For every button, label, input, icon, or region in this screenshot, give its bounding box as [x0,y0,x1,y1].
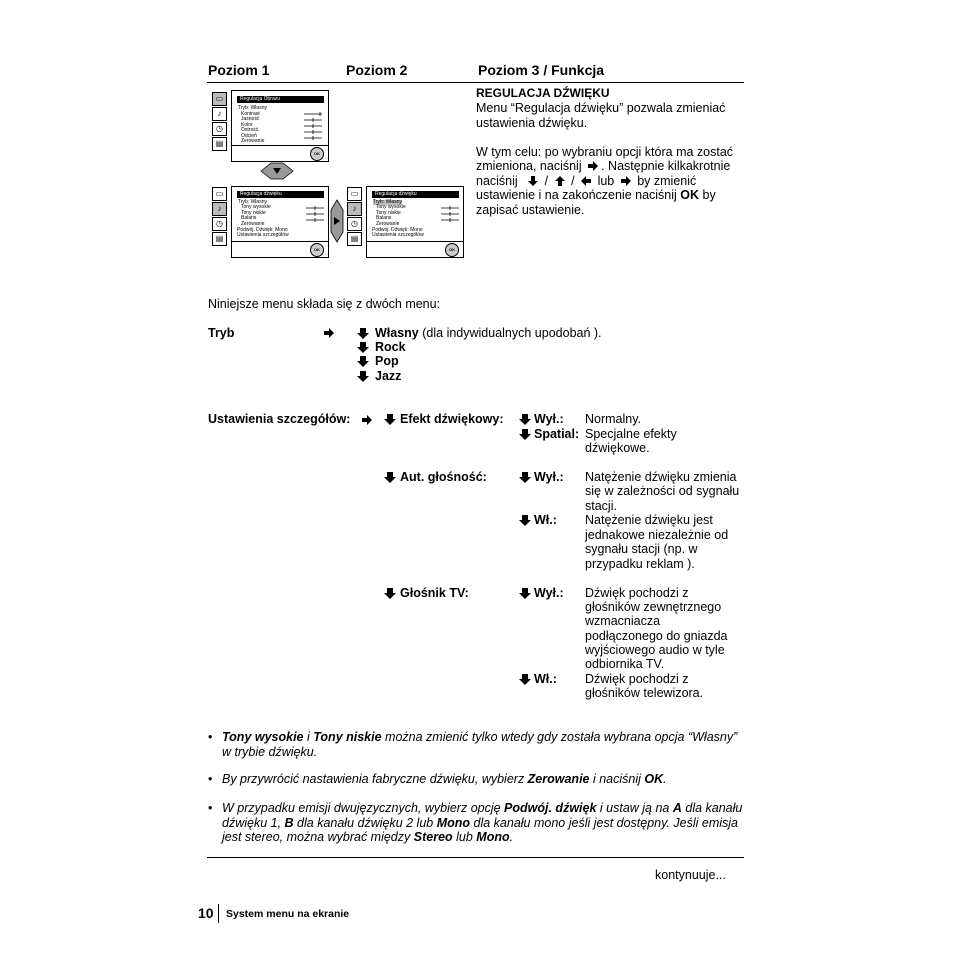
right-navigation-icon [329,198,345,244]
note-bold: Tony wysokie [222,730,304,744]
note-bold: OK [644,772,664,786]
note-text: jest stereo, można wybrać między [222,830,414,845]
screen-line: Zerowanie [241,221,265,227]
page-number: 10 [198,905,214,921]
glosnik-wyl-desc: wyjściowego audio w tyle [585,643,725,657]
glosnik-label: Głośnik TV: [400,586,469,600]
intro-line: ustawienia dźwięku. [476,116,588,130]
instruction-text: ustawienie i na zakończenie naciśnij [476,188,677,202]
down-navigation-icon [257,161,297,181]
footer-rule [207,857,744,858]
efekt-spatial-desc: Specjalne efekty [585,427,677,441]
ok-button-icon: OK [310,147,324,161]
aut-wl-label: Wł.: [534,513,557,527]
right-arrow-icon [587,160,599,172]
note-text: lub [452,830,477,845]
screen-line: Kolor [241,122,253,128]
efekt-label: Efekt dźwiękowy: [400,412,504,426]
instruction-text: zmieniona, naciśnij [476,159,582,173]
aut-label: Aut. głośność: [400,470,487,484]
glosnik-wl-desc: głośników telewizora. [585,686,704,700]
setup-icon: ▤ [212,232,227,246]
tryb-option-pop: Pop [375,354,399,368]
bullet-icon: • [208,730,213,744]
screen-title: Regulacja dźwięku [372,191,459,198]
glosnik-wl-label: Wł.: [534,672,557,686]
instruction-text: . Następnie kilkakrotnie [601,159,731,173]
timer-icon: ◷ [212,122,227,136]
slider-bars [302,111,324,145]
screen-line: Tony wysokie [241,204,271,210]
note-bold: A [672,801,682,815]
screen-title: Regulacja Obrazu [237,96,324,103]
footer-divider [218,904,219,923]
option-name: Własny [375,326,419,340]
ustawienia-label: Ustawienia szczegółów: [208,412,351,426]
efekt-spatial-label: Spatial: [534,427,580,441]
setup-icon: ▤ [212,137,227,151]
tryb-option-wlasny [375,326,602,341]
picture-icon: ▭ [347,187,362,201]
header-level-3: Poziom 3 / Funkcja [478,62,605,78]
note-text: dla kanału mono jeśli jest dostępny. Jeśli emisja [470,815,739,830]
aut-wl-desc: przypadku reklam ). [585,557,695,571]
glosnik-wyl-label: Wył.: [534,586,564,600]
instruction-text: naciśnij [476,174,518,188]
note-text: dla kanału dźwięku 2 lub [293,815,437,830]
note-text: W przypadku emisji dwujęzycznych, wybierz opcję [222,801,505,815]
note-text: dla kanału [681,801,743,815]
screen-line: Kontrast [241,111,260,117]
glosnik-wyl-desc: odbiornika TV. [585,657,665,671]
screen-line: Ostrość [241,127,259,133]
right-arrow-icon [620,175,632,187]
screen-line: Zerowanie [241,138,265,144]
note-text: dźwięku 1, [222,815,285,830]
down-arrow-icon [356,370,370,383]
screen-line: Balans [376,215,392,221]
tryb-label: Tryb [208,326,235,340]
timer-icon: ◷ [347,217,362,231]
down-arrow-icon [383,413,397,426]
down-arrow-icon [356,355,370,368]
aut-wyl-desc: się w zależności od sygnału [585,484,740,498]
glosnik-wyl-desc: wzmacniacza [585,614,661,628]
screen-line: Tryb: Własny [238,105,267,111]
screen-title: Regulacja dźwięku [237,191,324,198]
screen-line: Tony wysokie [376,204,406,210]
glosnik-wl-desc: Dźwięk pochodzi z [585,672,689,686]
note-podwoj [208,801,744,845]
efekt-wyl-label: Wył.: [534,412,564,426]
right-arrow-icon [361,414,373,426]
intro-line: Menu “Regulacja dźwięku” pozwala zmieniać [476,101,726,115]
ok-button-icon: OK [445,243,459,257]
down-arrow-icon [518,428,532,441]
section-name: System menu na ekranie [226,908,350,920]
tryb-option-rock: Rock [375,340,406,354]
note-text: i [303,730,314,744]
note-text: . [663,772,667,786]
menu-screen-sound-selected [366,186,464,258]
down-arrow-icon [518,673,532,686]
glosnik-wyl-desc: Dźwięk pochodzi z [585,586,689,600]
instruction-line [476,174,696,189]
ok-key-label: OK [680,188,700,202]
screen-line: Odcień [241,133,257,139]
aut-wl-desc: Natężenie dźwięku jest [585,513,713,527]
screen-line: Tony niskie [241,210,266,216]
tryb-option-jazz: Jazz [375,369,402,383]
instruction-line: zapisać ustawienie. [476,203,585,217]
sound-note-icon: ♪ [212,202,227,216]
aut-wl-desc: jednakowe niezależnie od [585,528,729,542]
sound-note-icon: ♪ [212,107,227,121]
glosnik-wyl-desc: podłączonego do gniazda [585,629,728,643]
aut-wyl-label: Wył.: [534,470,564,484]
setup-icon: ▤ [347,232,362,246]
menu-intro: Niniejsze menu składa się z dwóch menu: [208,297,441,311]
note-tony [208,730,744,759]
glosnik-wyl-desc: głośników zewnętrznego [585,600,722,614]
down-arrow-icon [356,327,370,340]
efekt-spatial-desc: dźwiękowe. [585,441,650,455]
instruction-text: / [544,174,549,188]
picture-icon: ▭ [212,187,227,201]
note-bold: Stereo [413,830,453,845]
efekt-wyl-desc: Normalny. [585,412,642,426]
note-bold: Mono [476,830,510,845]
screen-line: Podwój. Dźwięk: Mono [372,227,423,233]
menu-screen-picture [231,90,329,162]
menu-screen-sound [231,186,329,258]
instruction-text: lub [597,174,615,188]
down-arrow-icon [383,471,397,484]
screen-divider [232,145,328,146]
sound-note-icon: ♪ [347,202,362,216]
note-text: By przywrócić nastawienia fabryczne dźwięku, wybierz [222,772,528,786]
up-arrow-icon [554,175,566,187]
screen-line: Zerowanie [376,221,400,227]
slider-bars [439,205,461,227]
screen-line: Tony niskie [376,210,401,216]
section-heading: REGULACJA DŹWIĘKU [476,86,610,100]
down-arrow-icon [518,587,532,600]
instruction-text: / [571,174,575,188]
screen-divider [367,241,463,242]
down-arrow-icon [518,413,532,426]
down-arrow-icon [518,471,532,484]
right-arrow-icon [323,327,335,339]
instruction-line [476,188,716,203]
screen-line: Ustawienia szczegółów [237,232,289,238]
down-arrow-icon [383,587,397,600]
note-bold: Podwój. dźwięk [504,801,597,815]
instruction-line [476,159,730,174]
note-text: . [509,830,514,845]
note-text: można zmienić tylko wtedy gdy została wybrana opcja “Własny” [381,730,738,744]
down-arrow-icon [527,175,539,187]
option-desc: (dla indywidualnych upodobań ). [422,326,602,340]
timer-icon: ◷ [212,217,227,231]
picture-icon: ▭ [212,92,227,106]
screen-line-selected: Tryb: Własny [373,199,402,205]
note-text: i naciśnij [589,772,645,786]
bullet-icon: • [208,772,213,786]
note-bold: B [284,815,294,830]
screen-line: Balans [241,215,257,221]
header-level-1: Poziom 1 [208,62,270,78]
instruction-text: by [702,188,716,202]
down-arrow-icon [518,514,532,527]
note-zerowanie [208,772,744,787]
ok-button-icon: OK [310,243,324,257]
note-text: w trybie dźwięku. [222,744,318,759]
header-rule [207,82,744,83]
screen-line: Ustawienia szczegółów [372,232,424,238]
screen-line: Tryb: Własny [238,199,267,205]
header-level-2: Poziom 2 [346,62,408,78]
instruction-text: by zmienić [637,174,697,188]
aut-wl-desc: sygnału stacji (np. w [585,542,698,556]
screen-line: Jasność [241,116,260,122]
screen-line: Podwój. Dźwięk: Mono [237,227,288,233]
aut-wyl-desc: Natężenie dźwięku zmienia [585,470,737,484]
left-arrow-icon [580,175,592,187]
continue-label: kontynuuje... [655,868,726,882]
instruction-line: W tym celu: po wybraniu opcji która ma zostać [476,145,734,159]
note-bold: Tony niskie [313,730,382,744]
aut-wyl-desc: stacji. [585,499,617,513]
screen-divider [232,241,328,242]
note-bold: Zerowanie [527,772,590,786]
note-bold: Mono [436,815,471,830]
slider-bars [304,205,326,227]
note-text: i ustaw ją na [596,801,673,815]
bullet-icon: • [208,801,213,815]
down-arrow-icon [356,341,370,354]
